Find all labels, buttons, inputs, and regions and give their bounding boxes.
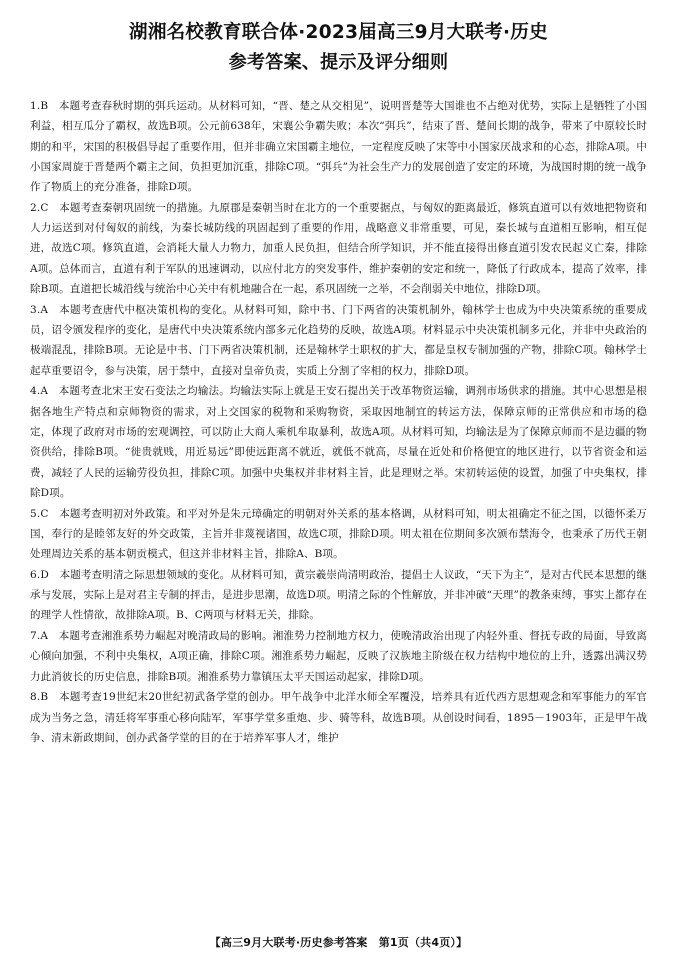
answer-item-2: 2.C 本题考查秦朝巩固统一的措施。九原郡是秦朝当时在北方的一个重要据点，与匈奴的距离最近，修筑直道可以有效地把物资和人力运送到对付匈奴的前线，为秦长城防线的巩固起到了重要的作用，战略意义非常重要，可见，秦长城与直道相互影响，相互促进，故选C项。修筑直道，会消耗大量人力物力，加重人民负担，但结合所学知识，并不能直接得出修直道引发农民起义亡秦，排除A项。总体而言，直道有利于军队的迅速调动，以应付北方的突发事件，维护秦朝的安定和统一，降低了行政成本，提高了效率，排除B项。直道把长城沿线与统治中心关中有机地融合在一起，系巩固统一之举，不会削弱关中地位，排除D项。 <box>30 201 647 296</box>
answer-list <box>30 96 647 748</box>
answer-item-5: 5.C 本题考查明初对外政策。和平对外是朱元璋确定的明朝对外关系的基本格调，从材料可知，明太祖确定不征之国，以德怀柔万国，奉行的是睦邻友好的外交政策，主旨并非蔑视诸国，故选C项，排除D项。明太祖在位期间多次颁布禁海令，也秉承了历代王朝处理周边关系的基本朝贡模式，但这并非材料主旨，排除A、B项。 <box>30 507 647 561</box>
answer-item-8: 8.B 本题考查19世纪末20世纪初武备学堂的创办。甲午战争中北洋水师全军覆没，培养具有近代西方思想观念和军事能力的军官成为当务之急，清廷将军事重心移向陆军，军事学堂多重炮、步、骑等科，故选B项。从创设时间看，1895－1903年，正是甲午战争、清末新政期间，创办武备学堂的目的在于培养军事人才，维护 <box>30 691 647 744</box>
page-title: 湖湘名校教育联合体·2023届高三9月大联考·历史 <box>129 22 548 43</box>
answer-item-6: 6.D 本题考查明清之际思想领域的变化。从材料可知，黄宗羲崇尚清明政治，提倡士人议政，“天下为主”，是对古代民本思想的继承与发展，实际上是对君主专制的抨击，是进步思潮，故选D项。明清之际的个性解放，并非冲破“天理”的教条束缚，事实上都存在的理学人性情欲，故排除A项。B、C两项与材料无关，排除。 <box>30 568 647 622</box>
answer-item-1: 1.B 本题考查春秋时期的弭兵运动。从材料可知，“晋、楚之从交相见”，说明晋楚等大国谁也不占绝对优势，实际上是牺牲了小国利益，相互瓜分了霸权，故选B项。公元前638年，宋襄公争霸失败；本次“弭兵”，结束了晋、楚间长期的战争，带来了中原较长时期的和平，宋国的积极倡导起了重要作用，但并非确立宋国霸主地位，一定程度反映了宋等中小国家厌战求和的心态，排除A项。中小国家周旋于晋楚两个霸主之间，负担更加沉重，排除C项。“弭兵”为社会生产力的发展创造了安定的环境，为战国时期的统一战争作了物质上的充分准备，排除D项。 <box>30 100 647 194</box>
answer-item-3: 3.A 本题考查唐代中枢决策机构的变化。从材料可知，除中书、门下两省的决策机制外，翰林学士也成为中央决策系统的重要成员，诏令颁发程序的变化，是唐代中央决策系统内部多元化趋势的反映，故选A项。材料显示中央决策机制多元化，并非中央政治的极端混乱，排除B项。无论是中书、门下两省决策机制，还是翰林学士职权的扩大，都是皇权专制加强的产物，排除C项。翰林学士起草重要诏令，参与决策，居于禁中，直接对皇帝负责，实质上分割了宰相的权力，排除D项。 <box>30 303 647 377</box>
page-footer: 【高三9月大联考·历史参考答案 第1页（共4页）】 <box>209 936 468 949</box>
page-subtitle: 参考答案、提示及评分细则 <box>228 52 449 73</box>
answer-item-4: 4.A 本题考查北宋王安石变法之均输法。均输法实际上就是王安石提出关于改革物资运输，调剂市场供求的措施。其中心思想是根据各地生产特点和京师物资的需求，对上交国家的税物和采购物资，采取因地制宜的转运方法，保障京师的正常供应和市场的稳定，体现了政府对市场的宏观调控，可以防止大商人乘机牟取暴利，故选A项。从材料可知，均输法是为了保障京师而不是边疆的物资供给，排除B项。“徙贵就贱，用近易远”即使远距离不就近，就低不就高，尽量在近处和价格便宜的地区进行，以节省资金和运费，减轻了人民的运输劳役负担，排除C项。加强中央集权并非材料主旨，此是理财之举。宋初转运使的设置，加强了中央集权，排除D项。 <box>30 385 647 499</box>
answer-item-7: 7.A 本题考查湘淮系势力崛起对晚清政局的影响。湘淮势力控制地方权力，使晚清政治出现了内轻外重、督抚专政的局面，导致离心倾向加强，不利中央集权，A项正确，排除C项。湘淮系势力崛起，反映了汉族地主阶级在权力结构中地位的上升，透露出满汉势力此消彼长的历史信息，排除B项。湘淮系势力靠镇压太平天国运动起家，排除D项。 <box>30 630 647 683</box>
